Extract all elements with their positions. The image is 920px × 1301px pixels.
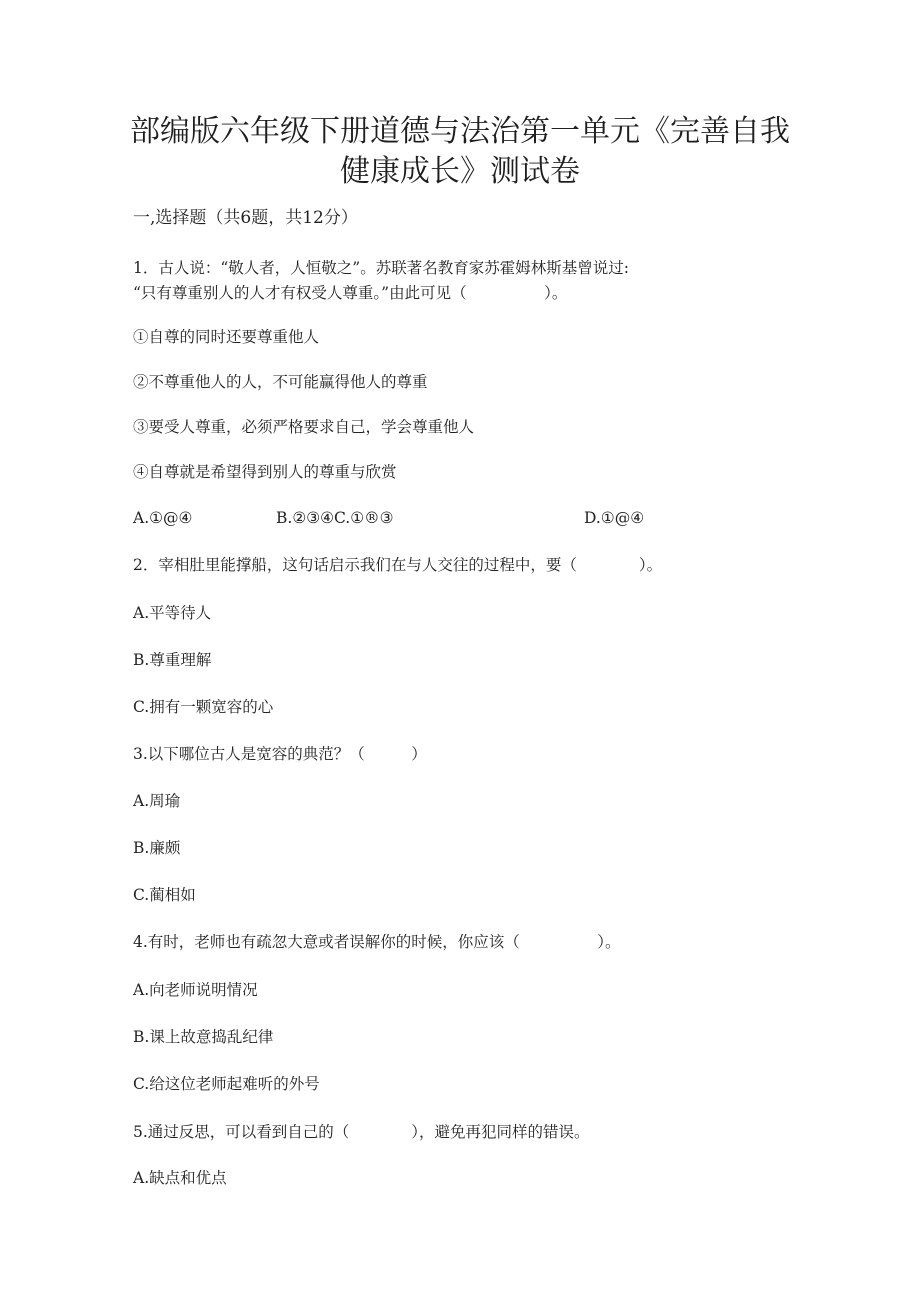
question-4-option-a: A.向老师说明情况	[133, 981, 258, 999]
question-4-option-b: B.课上故意捣乱纪律	[133, 1028, 274, 1046]
question-4-option-c: C.给这位老师起难听的外号	[133, 1075, 320, 1093]
question-2-stem: 2．宰相肚里能撑船，这句话启示我们在与人交往的过程中，要（ ）。	[133, 556, 663, 574]
question-1-option-a: A.①@④	[133, 509, 193, 527]
question-5-stem: 5.通过反思，可以看到自己的（ ），避免再犯同样的错误。	[133, 1123, 590, 1141]
question-1-option-b-c: B.②③④C.①®③	[276, 509, 394, 527]
question-3-option-b: B.廉颇	[133, 839, 181, 857]
title-line-1: 部编版六年级下册道德与法治第一单元《完善自我	[130, 114, 790, 149]
question-3-option-c: C.蔺相如	[133, 886, 196, 904]
question-5-option-a: A.缺点和优点	[133, 1169, 227, 1187]
question-1-stem-line-2: “只有尊重别人的人才有权受人尊重。”由此可见（ ）。	[133, 284, 568, 302]
document-title	[100, 112, 820, 192]
question-3-option-a: A.周瑜	[133, 792, 181, 810]
question-4-stem: 4.有时，老师也有疏忽大意或者误解你的时候，你应该（ ）。	[133, 933, 621, 951]
question-1-option-d: D.①@④	[584, 509, 645, 527]
question-1-statement-4: ④自尊就是希望得到别人的尊重与欣赏	[133, 463, 397, 481]
question-2-option-c: C.拥有一颗宽容的心	[133, 698, 274, 716]
title-line-2: 健康成长》测试卷	[340, 154, 580, 189]
question-3-stem: 3.以下哪位古人是宽容的典范？（ ）	[133, 745, 427, 763]
question-2-option-b: B.尊重理解	[133, 651, 212, 669]
question-1-statement-1: ①自尊的同时还要尊重他人	[133, 328, 320, 346]
question-1-statement-3: ③要受人尊重，必须严格要求自己，学会尊重他人	[133, 418, 475, 436]
question-2-option-a: A.平等待人	[133, 604, 212, 622]
section-heading: 一,选择题（共6题，共12分）	[133, 208, 358, 228]
question-1-stem-line-1: 1．古人说：“敬人者，人恒敬之”。苏联著名教育家苏霍姆林斯基曾说过:	[133, 259, 629, 277]
question-1-statement-2: ②不尊重他人的人，不可能赢得他人的尊重	[133, 373, 428, 391]
